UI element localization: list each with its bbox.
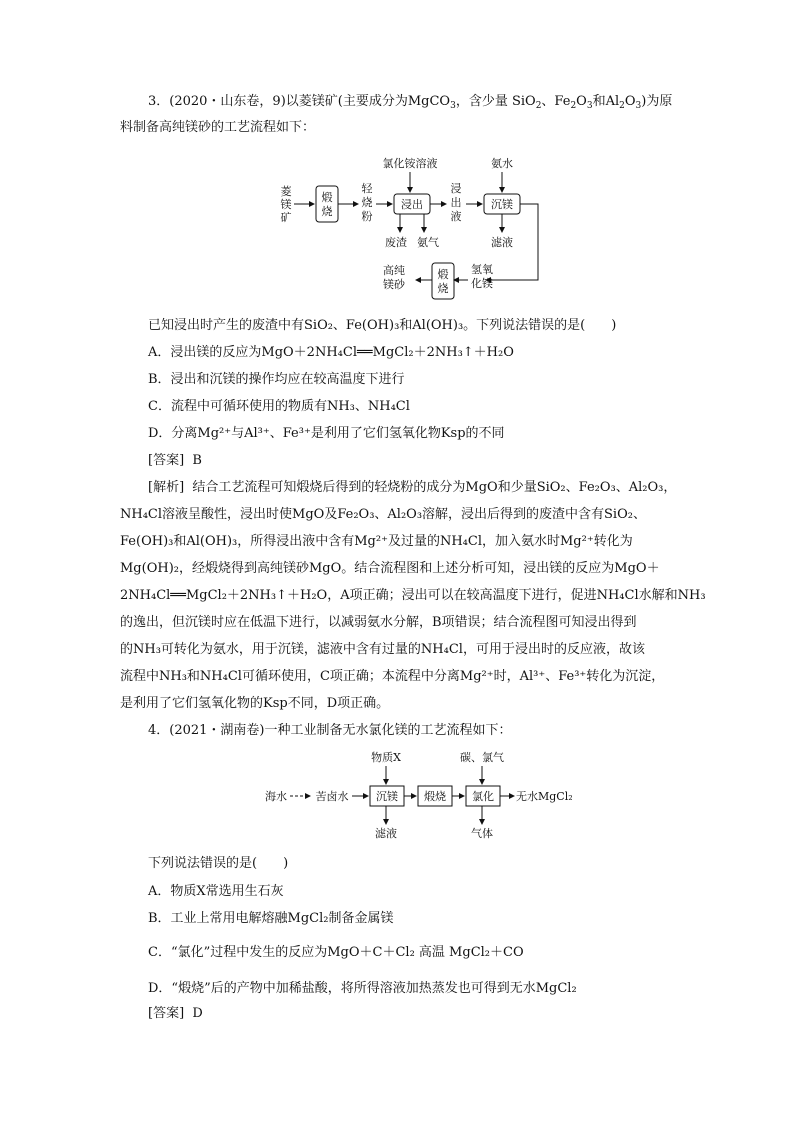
q3-known: 已知浸出时产生的废渣中有SiO₂、Fe(OH)₃和Al(OH)₃。下列说法错误的是( ) — [148, 318, 617, 333]
q4-filtrate: 滤液 — [375, 827, 397, 840]
q3-stem-line1: 3．(2020・山东卷，9)以菱镁矿(主要成分为MgCO$_3$，含少量 SiO$_2$、$Fe_2O_3$和$Al_2O_3$)为原 — [148, 94, 673, 111]
q3-hydroxide-2: 化镁 — [471, 277, 493, 290]
q3-powder-3: 粉 — [361, 210, 373, 223]
q4-bittern: 苦卤水 — [315, 790, 349, 803]
q3-leachate-3: 液 — [450, 210, 462, 223]
q3-leachate-1: 浸 — [450, 182, 462, 195]
q4-answer — [148, 1005, 203, 1023]
q3-option-c: C．流程中可循环使用的物质有NH₃、NH₄Cl — [148, 399, 410, 414]
q4-chlorinate-label: 氯化 — [472, 790, 494, 803]
q3-answer-label: [答案] — [148, 453, 185, 468]
q3-analysis-label: [解析] — [148, 480, 185, 495]
q3-stem-line2: 料制备高纯镁砂的工艺流程如下： — [120, 120, 316, 135]
q3-ammonia-gas: 氨气 — [417, 236, 439, 249]
q3-waste-residue: 废渣 — [385, 236, 407, 249]
q3-option-a: A．浸出镁的反应为MgO＋2NH₄Cl══MgCl₂＋2NH₃↑＋H₂O — [148, 345, 514, 360]
q3-powder-1: 轻 — [361, 182, 373, 195]
q4-option-b: B．工业上常用电解熔融MgCl₂制备金属镁 — [148, 911, 394, 926]
q3-leach-label: 浸出 — [401, 198, 423, 211]
q3-option-b: B．浸出和沉镁的操作均应在较高温度下进行 — [148, 372, 405, 387]
q3-analysis-line9: 是利用了它们氢氧化物的Ksp不同，D项正确。 — [120, 696, 390, 711]
q3-analysis-line4: Mg(OH)₂，经煅烧得到高纯镁砂MgO。结合流程图和上述分析可知，浸出镁的反应为MgO＋ — [120, 561, 660, 576]
q3-analysis-line1: [解析] 结合工艺流程可知煅烧后得到的轻烧粉的成分为MgO和少量SiO₂、Fe₂O₃、Al₂O₃， — [148, 480, 677, 495]
q3-answer-value: B — [192, 453, 202, 468]
q3-leachate-2: 出 — [450, 196, 462, 209]
q4-answer-label: [答案] — [148, 1006, 185, 1021]
q3-analysis-line6: 的逸出，但沉镁时应在低温下进行，以减弱氨水分解，B项错误；结合流程图可知浸出得到 — [120, 615, 637, 630]
q4-option-d: D．“煅烧”后的产物中加稀盐酸，将所得溶液加热蒸发也可得到无水MgCl₂ — [148, 981, 577, 996]
q3-analysis-line8: 流程中NH₃和NH₄Cl可循环使用，C项正确；本流程中分离Mg²⁺时，Al³⁺、Fe³⁺转化为沉淀， — [120, 669, 665, 684]
q4-gas: 气体 — [471, 827, 493, 840]
q4-product: 无水MgCl₂ — [516, 790, 573, 803]
q3-option-d: D．分离Mg²⁺与Al³⁺、Fe³⁺是利用了它们氢氧化物Ksp的不同 — [148, 426, 505, 441]
q3-precip-label: 沉镁 — [491, 198, 513, 211]
q3-calcine2-1: 煅 — [437, 268, 449, 281]
q4-precip-label: 沉镁 — [376, 790, 398, 803]
q4-carbon-chlorine: 碳、氯气 — [460, 751, 504, 764]
q3-product-1: 高纯 — [383, 264, 405, 277]
q3-calcine-1: 煅 — [321, 191, 333, 204]
q3-analysis-line2: NH₄Cl溶液呈酸性，浸出时使MgO及Fe₂O₃、Al₂O₃溶解，浸出后得到的废渣中含有SiO₂、 — [120, 507, 646, 522]
q3-filtrate: 滤液 — [491, 236, 513, 249]
q3-powder-2: 烧 — [361, 196, 373, 209]
q3-ammonia-water: 氨水 — [491, 157, 513, 170]
q3-answer — [148, 452, 202, 470]
q4-answer-value: D — [192, 1006, 203, 1021]
q3-analysis-line5: 2NH₄Cl══MgCl₂＋2NH₃↑＋H₂O，A项正确；浸出可以在较高温度下进行，促进NH₄Cl水解和NH₃ — [120, 588, 706, 603]
q3-analysis-line3: Fe(OH)₃和Al(OH)₃，所得浸出液中含有Mg²⁺及过量的NH₄Cl，加入氨水时Mg²⁺转化为 — [120, 534, 633, 549]
q4-substance-x: 物质X — [371, 751, 401, 764]
q4-stem: 4．(2021・湖南卷)一种工业制备无水氯化镁的工艺流程如下： — [148, 723, 512, 738]
q4-flow-diagram — [262, 748, 573, 840]
q3-calcine2-2: 烧 — [437, 282, 449, 295]
q3-calcine-2: 烧 — [321, 205, 333, 218]
q3-raw-3: 矿 — [280, 211, 292, 224]
q3-analysis-line7: 的NH₃可转化为氨水，用于沉镁，滤液中含有过量的NH₄Cl，可用于浸出时的反应液，故该 — [120, 642, 645, 657]
q3-raw-2: 镁 — [280, 198, 292, 211]
q3-nh4cl-solution: 氯化铵溶液 — [382, 157, 438, 170]
q4-option-a: A．物质X常选用生石灰 — [148, 884, 284, 899]
q3-raw-1: 菱 — [280, 185, 292, 198]
q3-product-2: 镁砂 — [383, 278, 405, 291]
q4-seawater: 海水 — [265, 790, 287, 803]
q3-flow-diagram — [270, 150, 560, 300]
q4-calcine-label: 煅烧 — [424, 790, 446, 803]
q3-hydroxide-1: 氢氧 — [471, 263, 493, 276]
q4-question: 下列说法错误的是( ) — [148, 856, 289, 871]
q4-option-c: C．“氯化”过程中发生的反应为MgO＋C＋Cl₂ 高温 MgCl₂＋CO — [148, 945, 524, 960]
